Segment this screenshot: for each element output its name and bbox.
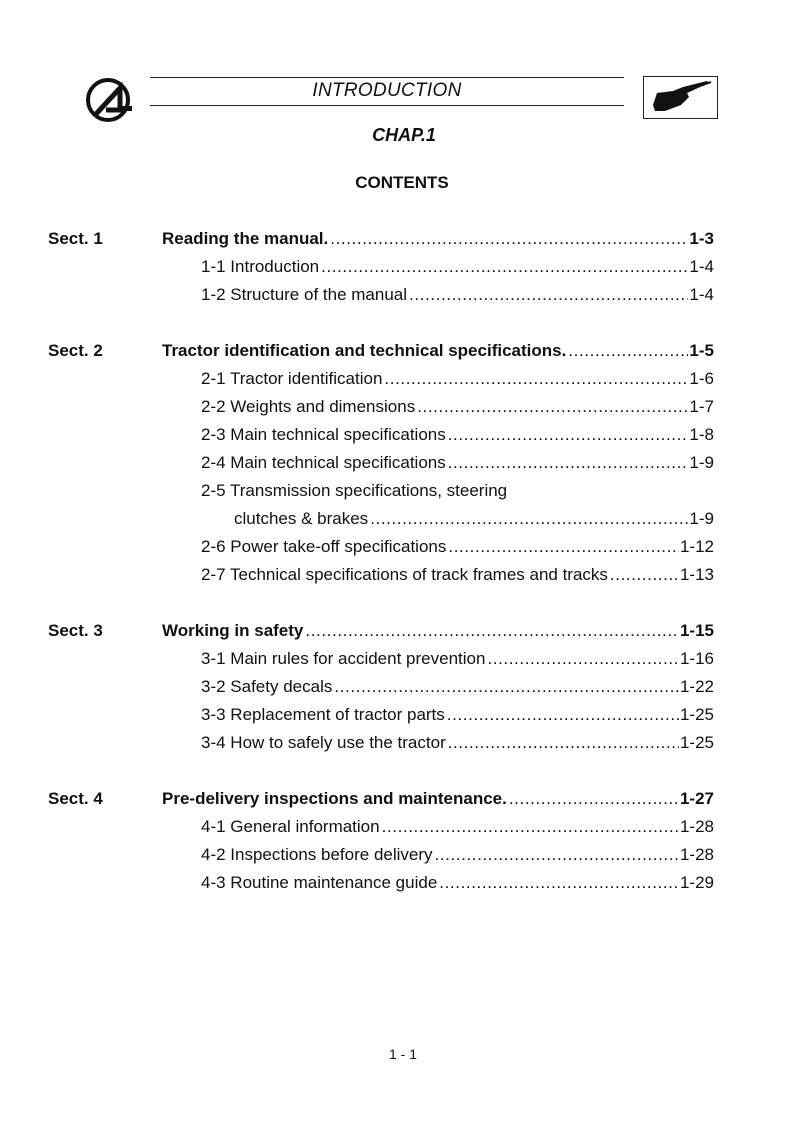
leader-dots [382,815,679,839]
section-label: Sect. 4 [48,789,103,808]
item-page: 1-25 [679,705,714,724]
toc-item-2-2[interactable] [201,395,714,419]
item-page: 1-7 [689,397,714,416]
contents-heading: CONTENTS [355,173,449,192]
toc-section-3[interactable] [48,619,714,643]
toc-item-2-4[interactable] [201,451,714,475]
item-title: 3-1 Main rules for accident prevention [201,649,486,668]
item-page: 1-13 [679,565,714,584]
leader-dots [370,507,688,531]
item-page: 1-9 [689,453,714,472]
toc-item-2-5-cont[interactable] [234,507,714,531]
section-title: Working in safety [162,621,304,640]
section-page: 1-27 [679,789,714,808]
item-page: 1-9 [689,509,714,528]
leader-dots [509,787,679,811]
section-page: 1-5 [689,341,714,360]
item-page: 1-22 [679,677,714,696]
leader-dots [448,423,689,447]
toc-item-4-2[interactable] [201,843,714,867]
toc-section-1[interactable] [48,227,714,251]
item-page: 1-12 [679,537,714,556]
item-title: 2-2 Weights and dimensions [201,397,416,416]
leader-dots [305,619,679,643]
item-title: 3-3 Replacement of tractor parts [201,705,445,724]
item-page: 1-28 [679,817,714,836]
toc-item-4-3[interactable] [201,871,714,895]
toc-item-2-1[interactable] [201,367,714,391]
toc-section-2[interactable] [48,339,714,363]
leader-dots [448,731,679,755]
section-label: Sect. 1 [48,229,103,248]
leader-dots [487,647,679,671]
toc-item-2-3[interactable] [201,423,714,447]
item-title: 2-6 Power take-off specifications [201,537,447,556]
item-title: 2-4 Main technical specifications [201,453,446,472]
item-title: 4-2 Inspections before delivery [201,845,433,864]
leader-dots [409,283,688,307]
page-number: 1 - 1 [388,1046,417,1062]
item-page: 1-8 [689,425,714,444]
item-page: 1-16 [679,649,714,668]
toc-item-3-1[interactable] [201,647,714,671]
section-page: 1-3 [689,229,714,248]
item-page: 1-28 [679,845,714,864]
section-page: 1-15 [679,621,714,640]
item-title: 1-1 Introduction [201,257,320,276]
leader-dots [435,843,679,867]
item-page: 1-4 [689,257,714,276]
item-title: 2-5 Transmission specifications, steering [201,481,508,500]
leader-dots [330,227,688,251]
toc-item-3-3[interactable] [201,703,714,727]
leader-dots [334,675,679,699]
item-title: 1-2 Structure of the manual [201,285,408,304]
item-page: 1-25 [679,733,714,752]
item-title: 3-2 Safety decals [201,677,333,696]
item-title: 2-7 Technical specifications of track frames and tracks [201,565,608,584]
item-title: clutches & brakes [234,509,369,528]
item-title: 2-3 Main technical specifications [201,425,446,444]
leader-dots [439,871,679,895]
leader-dots [321,255,688,279]
toc-item-1-2[interactable] [201,283,714,307]
item-page: 1-29 [679,873,714,892]
toc-item-2-5[interactable] [201,479,714,503]
leader-dots [448,535,679,559]
leader-dots [568,339,688,363]
toc-section-4[interactable] [48,787,714,811]
leader-dots [417,395,688,419]
chapter-label: CHAP.1 [372,125,436,145]
section-title: Reading the manual. [162,229,329,248]
leader-dots [448,451,689,475]
toc-item-1-1[interactable] [201,255,714,279]
item-page: 1-4 [689,285,714,304]
item-page: 1-6 [689,369,714,388]
leader-dots [610,563,679,587]
item-title: 4-1 General information [201,817,380,836]
section-title: Tractor identification and technical specifications. [162,341,567,360]
section-label: Sect. 3 [48,621,103,640]
section-label: Sect. 2 [48,341,103,360]
item-title: 2-1 Tractor identification [201,369,383,388]
toc-item-2-6[interactable] [201,535,714,559]
toc-item-2-7[interactable] [201,563,714,587]
header-title: INTRODUCTION [312,80,462,101]
leader-dots [447,703,679,727]
toc-item-3-2[interactable] [201,675,714,699]
toc-item-4-1[interactable] [201,815,714,839]
item-title: 4-3 Routine maintenance guide [201,873,438,892]
leader-dots [384,367,688,391]
item-title: 3-4 How to safely use the tractor [201,733,446,752]
toc-item-3-4[interactable] [201,731,714,755]
section-title: Pre-delivery inspections and maintenance. [162,789,507,808]
